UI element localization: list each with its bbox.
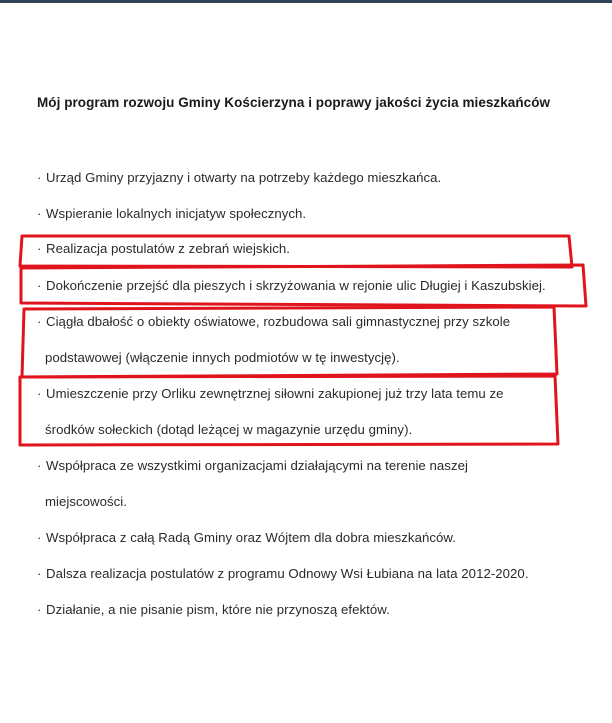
list-item-continuation: podstawowej (włączenie innych podmiotów w tę inwestycję).: [45, 350, 400, 365]
bullet: ·: [37, 314, 42, 329]
list-item: [37, 602, 390, 617]
bullet: ·: [37, 386, 42, 401]
list-item-text: Wspieranie lokalnych inicjatyw społecznych.: [46, 206, 307, 221]
document-title: Mój program rozwoju Gminy Kościerzyna i poprawy jakości życia mieszkańców: [37, 95, 551, 110]
bullet: ·: [37, 530, 42, 545]
bullet: ·: [37, 241, 42, 256]
list-item: [37, 386, 504, 401]
list-item: [37, 458, 468, 473]
list-item: [37, 530, 456, 545]
bullet: ·: [37, 566, 42, 581]
list-item-text: Ciągła dbałość o obiekty oświatowe, rozbudowa sali gimnastycznej przy szkole: [46, 314, 511, 329]
list-item-continuation: środków sołeckich (dotąd leżącej w magazynie urzędu gminy).: [45, 422, 413, 437]
bullet: ·: [37, 206, 42, 221]
list-item-text: Realizacja postulatów z zebrań wiejskich.: [46, 241, 290, 256]
list-item-continuation: miejscowości.: [45, 494, 127, 509]
list-item-text: Współpraca ze wszystkimi organizacjami działającymi na terenie naszej: [46, 458, 468, 473]
bullet: ·: [37, 458, 42, 473]
list-item-text: Współpraca z całą Radą Gminy oraz Wójtem dla dobra mieszkańców.: [46, 530, 456, 545]
bullet: ·: [37, 278, 42, 293]
list-item-text: Umieszczenie przy Orliku zewnętrznej siłowni zakupionej już trzy lata temu ze: [46, 386, 504, 401]
bullet: ·: [37, 170, 42, 185]
list-item: [37, 206, 306, 221]
list-item-text: Dalsza realizacja postulatów z programu Odnowy Wsi Łubiana na lata 2012-2020.: [46, 566, 529, 581]
list-item: [37, 566, 529, 581]
top-rule: [0, 0, 612, 3]
list-item: [37, 170, 441, 185]
list-item-text: Dokończenie przejść dla pieszych i skrzyżowania w rejonie ulic Długiej i Kaszubskiej.: [46, 278, 546, 293]
list-item: [37, 241, 290, 256]
list-item-text: Działanie, a nie pisanie pism, które nie przynoszą efektów.: [46, 602, 390, 617]
list-item: [37, 314, 510, 329]
list-item-text: Urząd Gminy przyjazny i otwarty na potrzeby każdego mieszkańca.: [46, 170, 442, 185]
bullet: ·: [37, 602, 42, 617]
list-item: [37, 278, 546, 293]
